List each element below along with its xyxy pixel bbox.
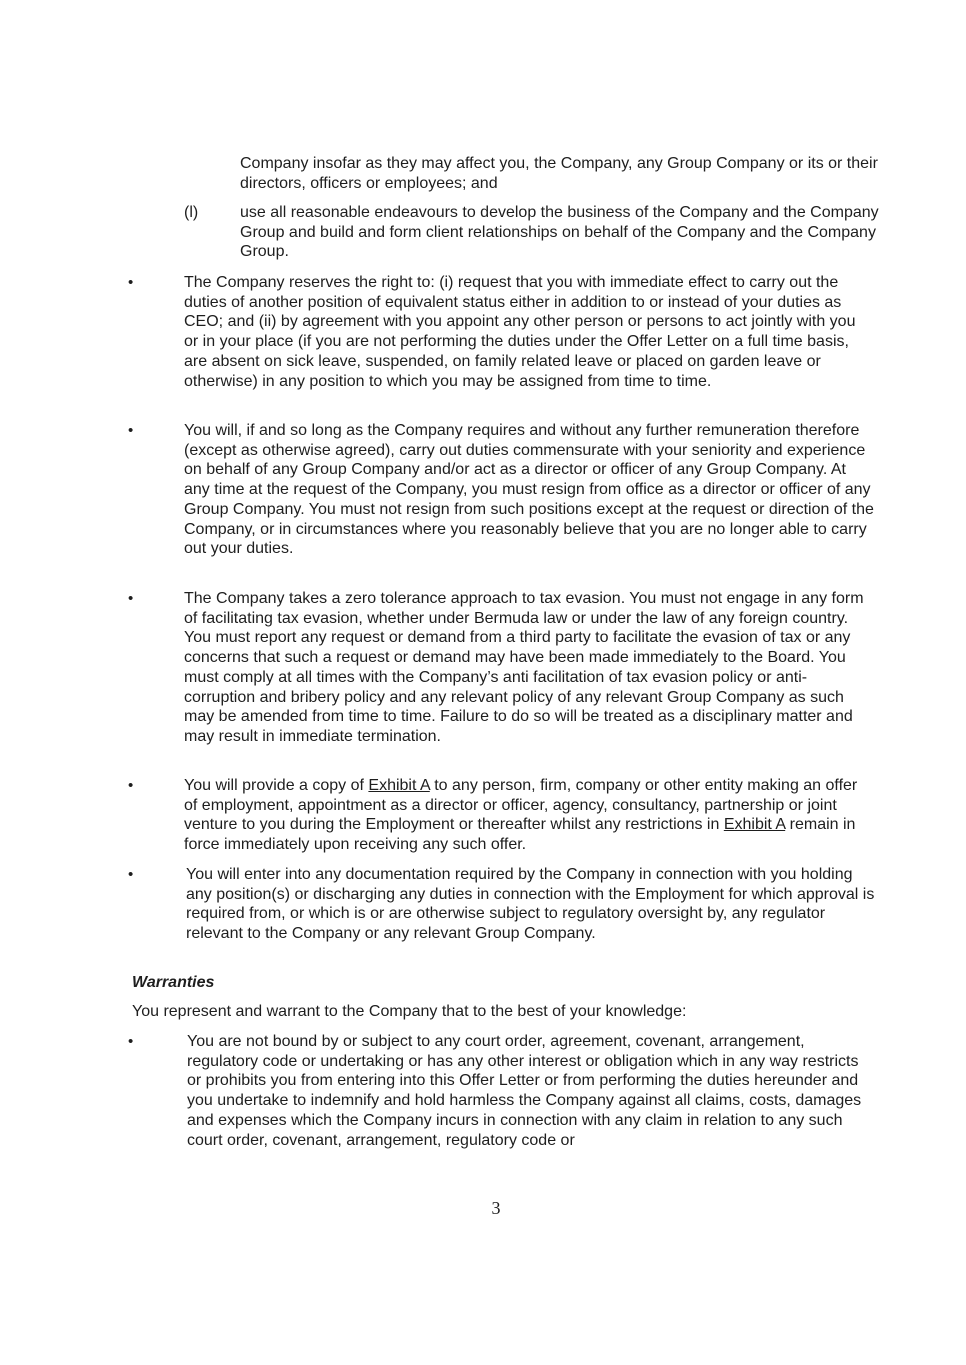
bullet-paragraph-group-duties: You will, if and so long as the Company requires and without any further remuneration therefore (except as otherwise agreed), carry out duties commensurate with your seniority and experience on behalf of any Group Company and/or act as a director or officer of any Group Company. At any time at the request of the Company, you must resign from office as a director or officer of any Group Company. You must not resign from such positions except at the request or direction of the Company, or in circumstances where you reasonably believe that you are no longer able to carry out your duties. <box>184 422 874 558</box>
bullet-glyph: • <box>128 422 134 439</box>
bullet-glyph: • <box>128 590 134 607</box>
sub-item-text: use all reasonable endeavours to develop the business of the Company and the Company Group and build and form client relationships on behalf of the Company and the Company Group. <box>240 204 879 261</box>
exhibit-text-part1: You will provide a copy of <box>184 777 369 794</box>
exhibit-text-part3: remain in force immediately upon receiving any such offer. <box>184 816 856 854</box>
exhibit-a-reference: Exhibit A <box>368 777 430 794</box>
bullet-glyph: • <box>128 1033 134 1050</box>
warranties-heading: Warranties <box>132 974 215 991</box>
bullet-paragraph-tax-evasion: The Company takes a zero tolerance approach to tax evasion. You must not engage in any form of facilitating tax evasion, whether under Bermuda law or under the law of any foreign country. You must report any request or demand from a third party to facilitate the evasion of tax or any concerns that such a request or demand may have been made immediately to the Board. You must comply at all times with the Company’s anti facilitation of tax evasion policy or anti-corruption and bribery policy and any relevant policy of any relevant Group Company as such may be amended from time to time. Failure to do so will be treated as a disciplinary matter and may result in immediate termination. <box>184 590 864 745</box>
bullet-paragraph-documentation: You will enter into any documentation required by the Company in connection with you holding any position(s) or discharging any duties in connection with the Employment for which approval is required from, or which is or are otherwise subject to regulatory oversight by, any regulator relevant to the Company or any relevant Group Company. <box>186 866 875 943</box>
bullet-paragraph-exhibit-a <box>184 776 874 855</box>
exhibit-text-part2: to any person, firm, company or other entity making an offer of employment, appointment as a director or officer, agency, consultancy, partnership or joint venture to you during the Employment or thereafter whilst any restrictions in <box>184 777 858 834</box>
exhibit-a-reference: Exhibit A <box>723 816 786 834</box>
page-number: 3 <box>491 1198 501 1218</box>
continuation-paragraph: Company insofar as they may affect you, the Company, any Group Company or its or their directors, officers or employees; and <box>240 155 878 192</box>
bullet-glyph: • <box>128 866 134 883</box>
bullet-glyph: • <box>128 777 134 794</box>
warranties-intro: You represent and warrant to the Company that to the best of your knowledge: <box>132 1003 687 1020</box>
bullet-glyph: • <box>128 274 134 291</box>
sub-item-marker: (l) <box>184 204 199 221</box>
bullet-paragraph-reserves-right: The Company reserves the right to: (i) request that you with immediate effect to carry out the duties of another position of equivalent status either in addition to or instead of your duties as CEO; and (ii) by agreement with you appoint any other person or persons to act jointly with you or in your place (if you are not performing the duties under the Offer Letter on a full time basis, are absent on sick leave, suspended, on family related leave or placed on garden leave or otherwise) in any position to which you may be assigned from time to time. <box>184 274 856 390</box>
warranty-bullet-paragraph: You are not bound by or subject to any court order, agreement, covenant, arrangement, regulatory code or undertaking or has any other interest or obligation which in any way restricts or prohibits you from entering into this Offer Letter or from performing the duties hereunder and you undertake to indemnify and hold harmless the Company against all claims, costs, damages and expenses which the Company incurs in connection with any claim in relation to any such court order, covenant, arrangement, regulatory code or <box>187 1033 862 1149</box>
